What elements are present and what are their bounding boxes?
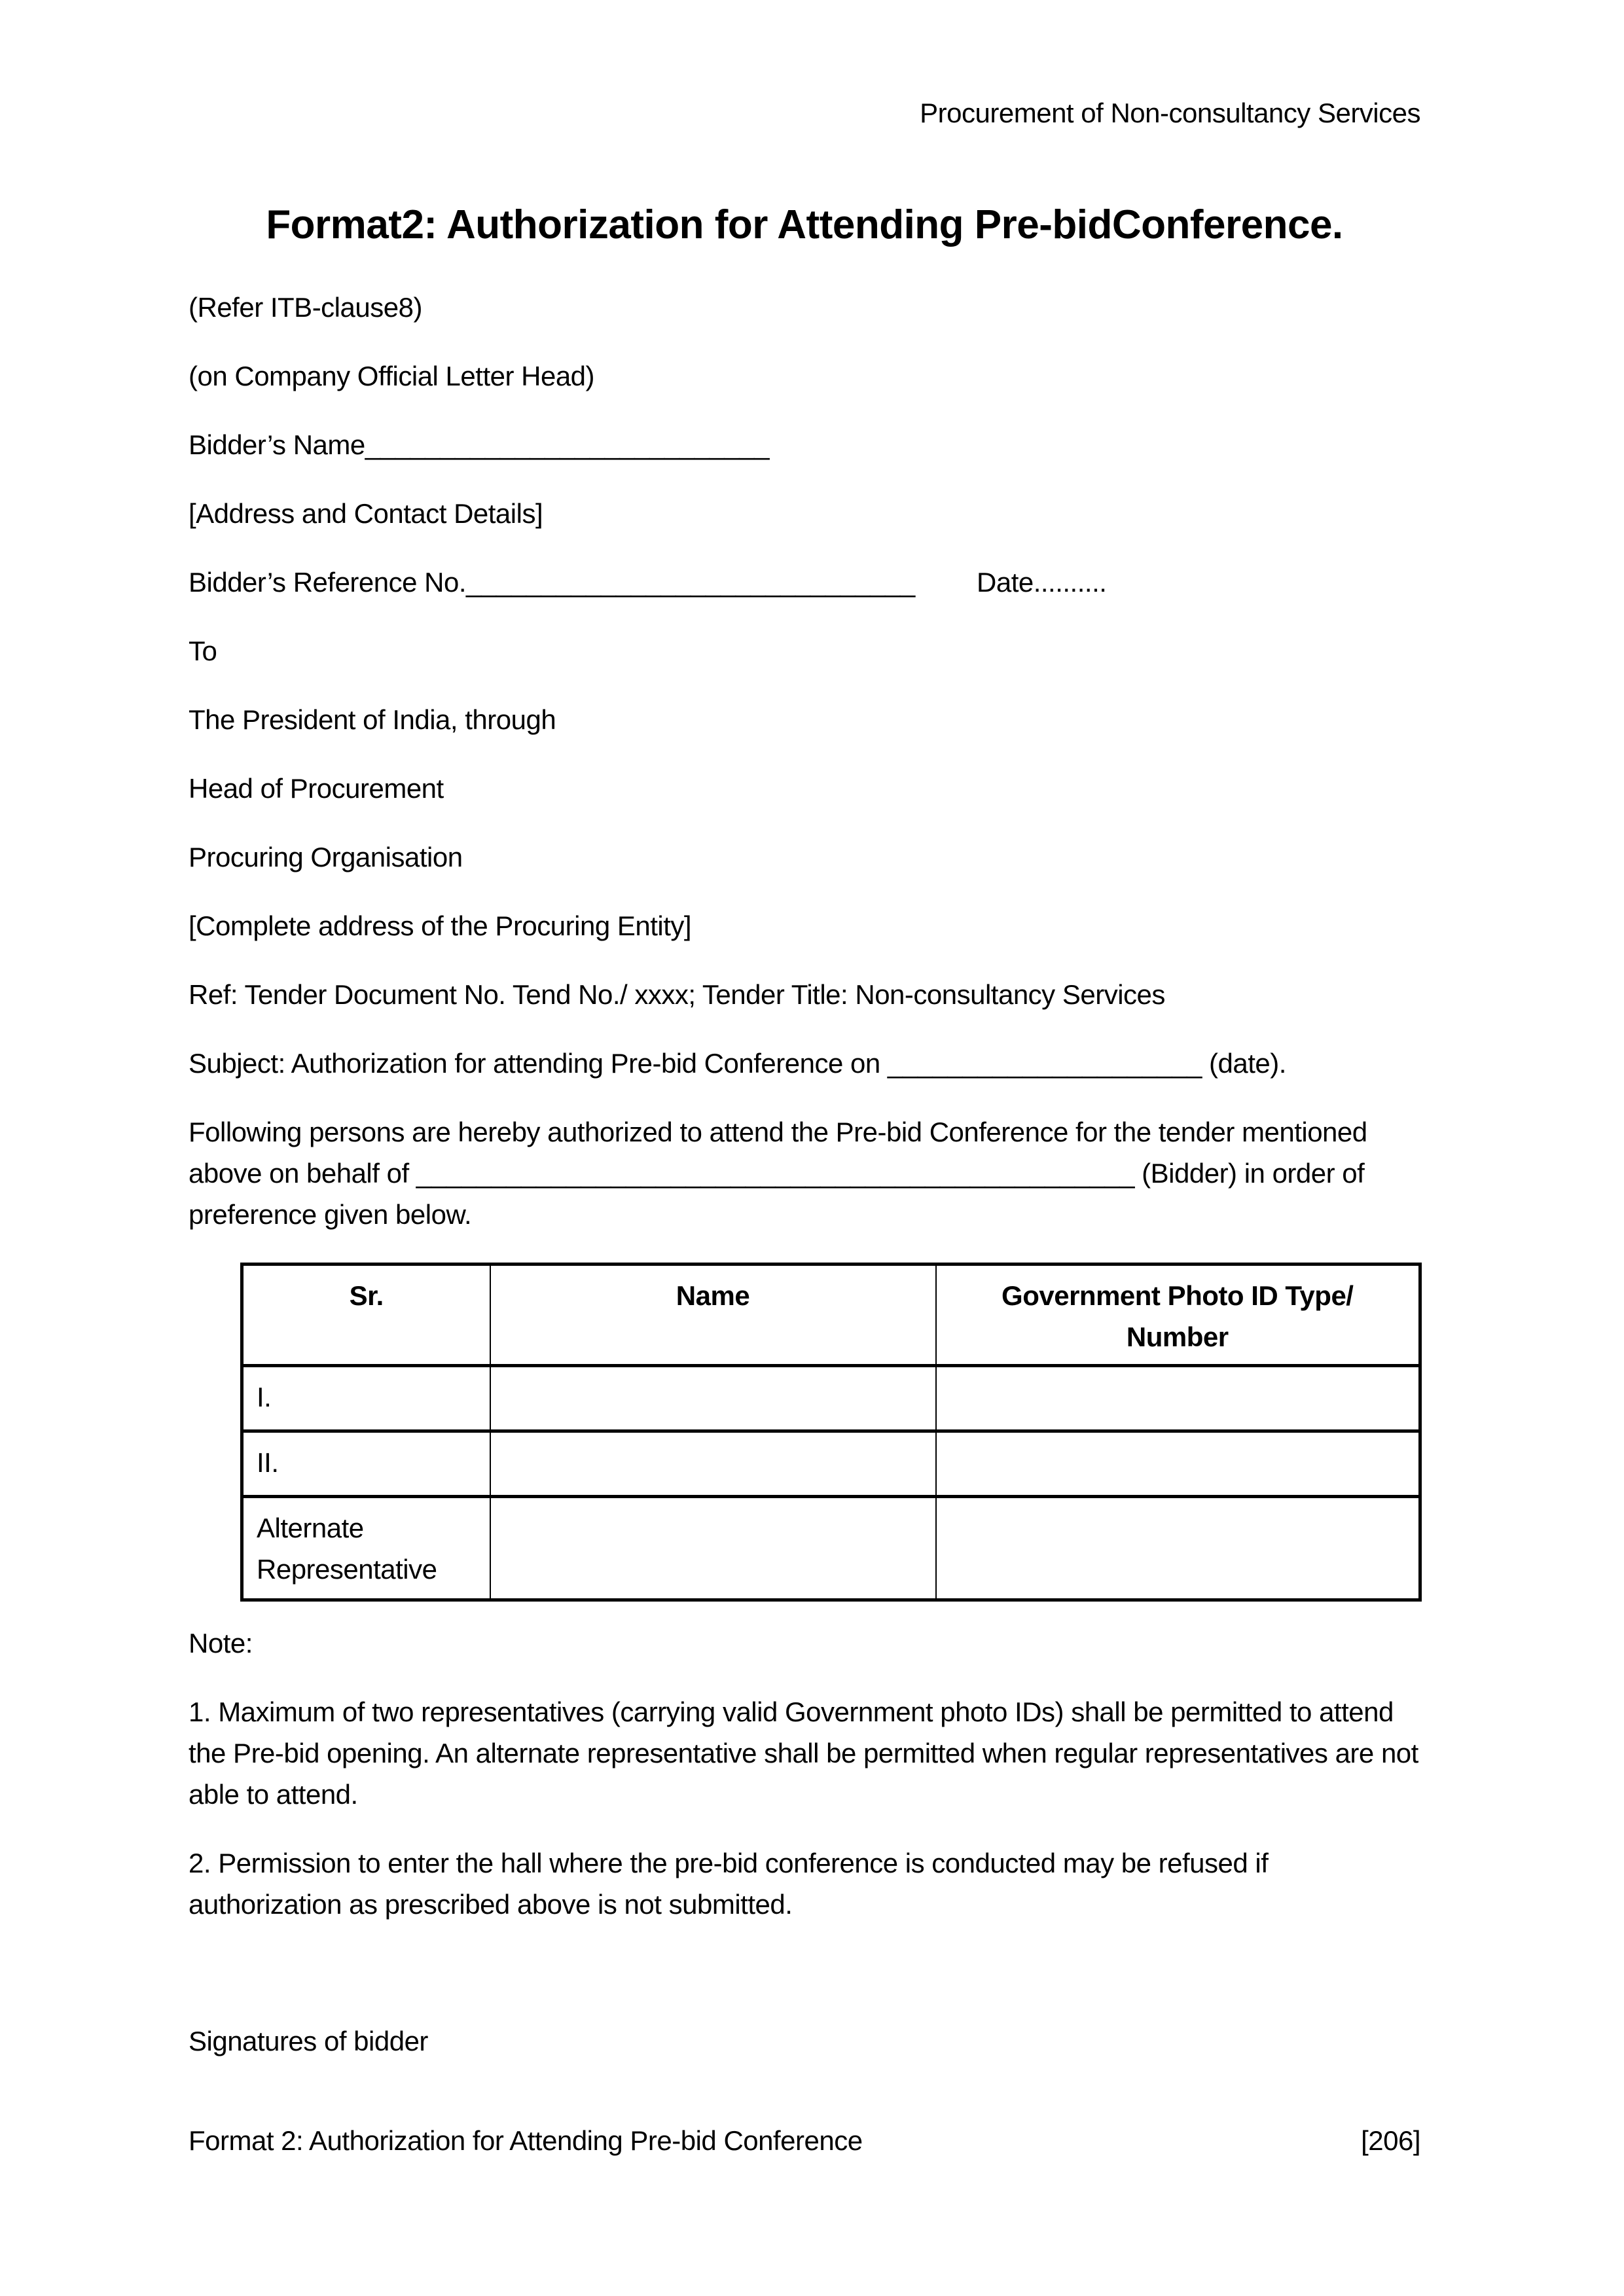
recipient-line-2: Head of Procurement	[189, 773, 444, 804]
signatures-line: Signatures of bidder	[189, 2026, 428, 2056]
col-header-id-line1: Government Photo ID Type/	[1001, 1280, 1354, 1311]
note-1: 1. Maximum of two representatives (carrying valid Government photo IDs) shall be permitted to attend the Pre-bid opening. An alternate representative shall be permitted when regular representatives are not able to attend.	[189, 1696, 1418, 1810]
cell-id-2	[936, 1431, 1420, 1497]
date-label: Date..........	[977, 567, 1107, 598]
letterhead-line: (on Company Official Letter Head)	[189, 361, 595, 391]
cell-id-3	[936, 1497, 1420, 1600]
recipient-line-4: [Complete address of the Procuring Entity]	[189, 910, 692, 941]
header-text: Procurement of Non-consultancy Services	[920, 98, 1420, 128]
bidder-reference-line	[189, 562, 1420, 603]
recipient-line-1: The President of India, through	[189, 704, 556, 735]
cell-name-3	[490, 1497, 936, 1600]
following-suffix: (Bidder) in order of preference given below.	[189, 1158, 1365, 1230]
cell-name-1	[490, 1366, 936, 1431]
bidder-reference-blank: ______________________________	[466, 567, 915, 598]
refer-line: (Refer ITB-clause8)	[189, 292, 422, 323]
following-paragraph	[189, 1111, 1420, 1235]
subject-line	[189, 1043, 1420, 1084]
col-header-id-line2: Number	[1126, 1321, 1229, 1352]
page-header	[189, 97, 1420, 130]
document-title: Format2: Authorization for Attending Pre-bidConference.	[266, 202, 1343, 247]
following-intro: Following persons are hereby authorized to attend the Pre-bid Conference for the tender mentioned above on behalf of	[189, 1117, 1367, 1189]
subject-blank: _____________________	[887, 1048, 1202, 1079]
footer-page-number: [206]	[1361, 2125, 1420, 2156]
recipient-line-3: Procuring Organisation	[189, 842, 463, 872]
table-row	[242, 1431, 1420, 1497]
table-row	[242, 1497, 1420, 1600]
page-footer	[189, 2125, 1420, 2157]
cell-name-2	[490, 1431, 936, 1497]
following-blank: ________________________________________________	[416, 1158, 1134, 1189]
col-header-sr: Sr.	[242, 1265, 490, 1366]
to-line: To	[189, 636, 217, 666]
bidder-reference-label: Bidder’s Reference No.	[189, 567, 467, 598]
col-header-id	[936, 1265, 1420, 1366]
cell-id-1	[936, 1366, 1420, 1431]
note-label: Note:	[189, 1628, 253, 1659]
cell-sr-3: Alternate Representative	[242, 1497, 490, 1600]
note-2: 2. Permission to enter the hall where the pre-bid conference is conducted may be refused if authorization as prescribed above is not submitted.	[189, 1848, 1269, 1920]
cell-sr-2: II.	[242, 1431, 490, 1497]
address-line: [Address and Contact Details]	[189, 498, 543, 529]
table-row	[242, 1366, 1420, 1431]
bidder-name-label: Bidder’s Name	[189, 429, 365, 460]
bidder-name-blank: ___________________________	[365, 429, 769, 460]
subject-suffix: (date).	[1201, 1048, 1286, 1079]
subject-label: Subject: Authorization for attending Pre-bid Conference on	[189, 1048, 888, 1079]
bidder-name-line	[189, 424, 1420, 465]
col-header-name: Name	[490, 1265, 936, 1366]
footer-left: Format 2: Authorization for Attending Pre-bid Conference	[189, 2125, 863, 2156]
representatives-table	[240, 1263, 1422, 1602]
cell-sr-1: I.	[242, 1366, 490, 1431]
ref-line: Ref: Tender Document No. Tend No./ xxxx; Tender Title: Non-consultancy Services	[189, 979, 1165, 1010]
table-header-row	[242, 1265, 1420, 1366]
